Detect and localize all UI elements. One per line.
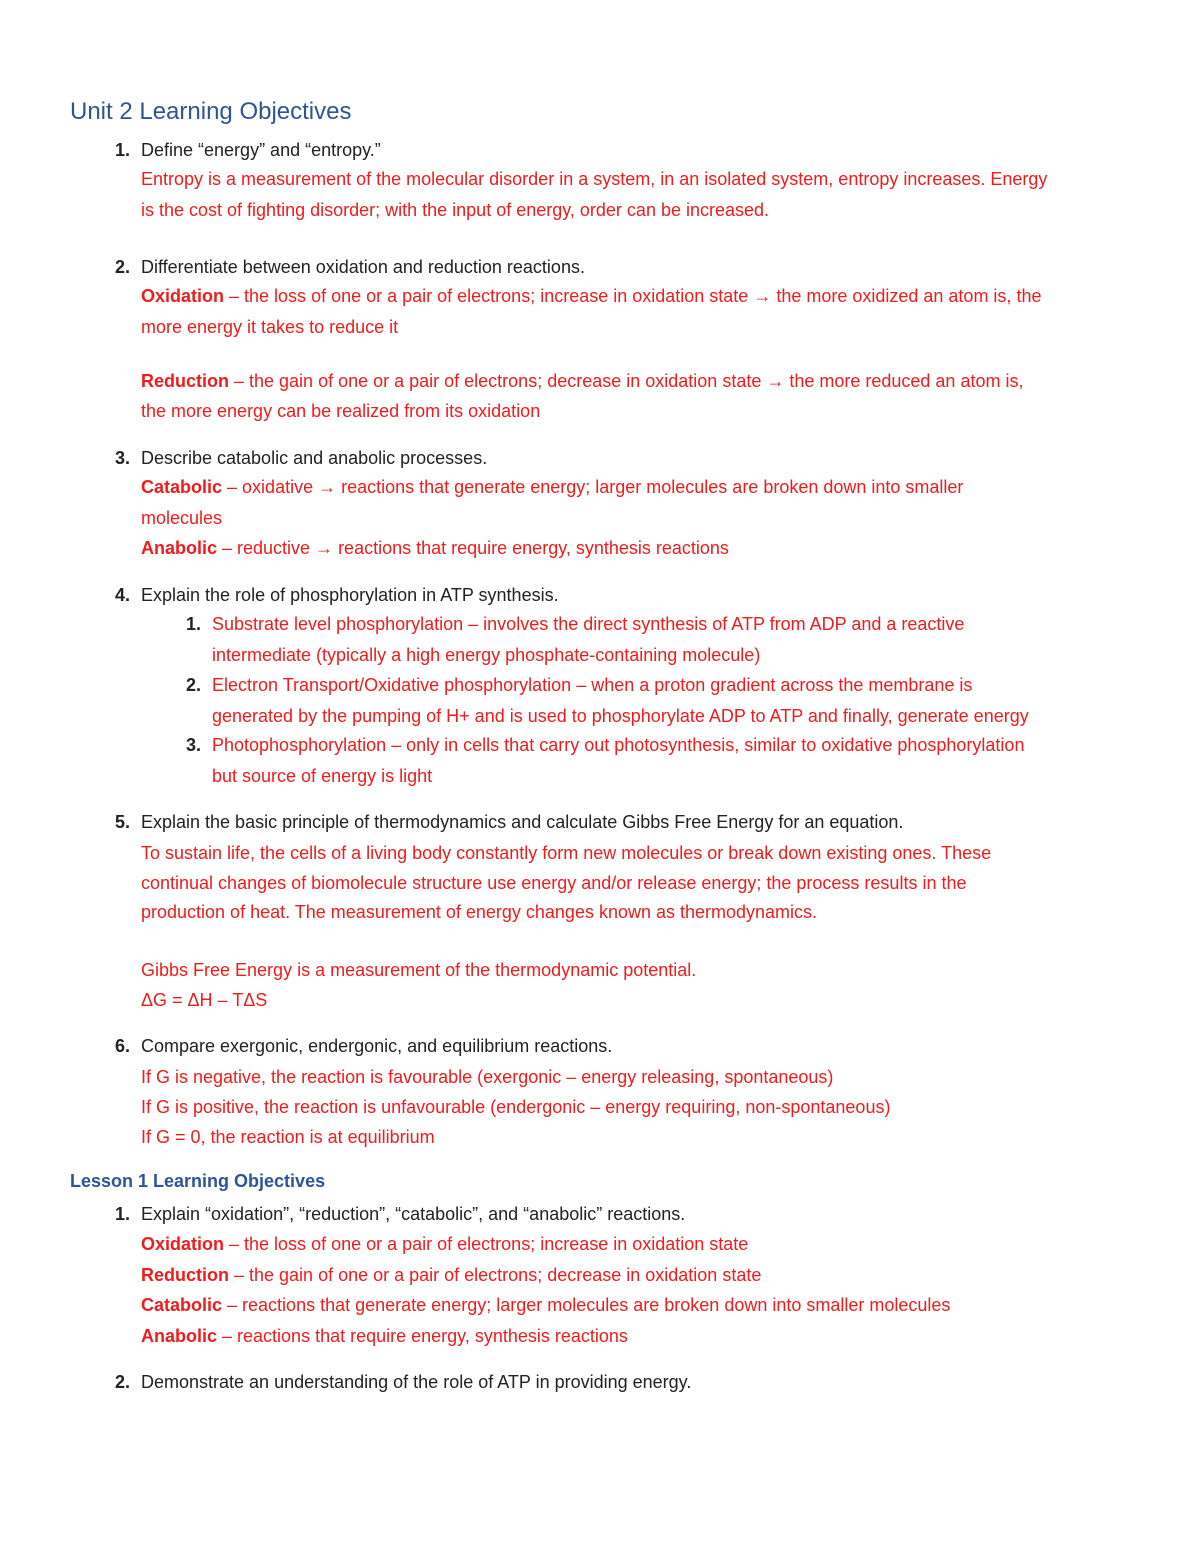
objective-number: 5.	[114, 812, 130, 832]
sub-objective-number: 1.	[185, 614, 201, 634]
objective-prompt: Define “energy” and “entropy.”	[141, 140, 381, 160]
objective-prompt: Explain “oxidation”, “reduction”, “catabolic”, and “anabolic” reactions.	[141, 1204, 686, 1224]
term-oxidation: Oxidation	[141, 286, 225, 306]
answer-line: intermediate (typically a high energy phosphate-containing molecule)	[212, 645, 761, 665]
term-reduction: Reduction	[141, 371, 229, 391]
answer-line	[141, 537, 729, 559]
answer-line: If G = 0, the reaction is at equilibrium	[141, 1127, 435, 1147]
objective-number: 6.	[114, 1036, 130, 1056]
sub-objective-text: Photophosphorylation – only in cells that carry out photosynthesis, similar to oxidative phosphorylation	[212, 735, 1025, 755]
gibbs-equation: ΔG = ΔH – TΔS	[141, 990, 268, 1010]
sub-objective-number: 3.	[185, 735, 201, 755]
definition-text: – reductive → reactions that require energy, synthesis reactions	[217, 538, 729, 558]
definition-text: – oxidative → reactions that generate energy; larger molecules are broken down into smaller	[222, 477, 964, 497]
definition-text: – the loss of one or a pair of electrons; increase in oxidation state → the more oxidized an atom is, the	[224, 286, 1042, 306]
term-catabolic: Catabolic	[141, 1295, 223, 1315]
answer-line: but source of energy is light	[212, 766, 433, 786]
term-anabolic: Anabolic	[141, 538, 218, 558]
objective-number: 2.	[114, 257, 130, 277]
answer-line	[141, 370, 1023, 392]
answer-line: Entropy is a measurement of the molecular disorder in a system, in an isolated system, entropy increases. Energy	[141, 169, 1048, 189]
objective-number: 3.	[114, 448, 130, 468]
definition-text: – reactions that require energy, synthesis reactions	[217, 1326, 628, 1346]
answer-line: production of heat. The measurement of energy changes known as thermodynamics.	[141, 902, 818, 922]
answer-line: generated by the pumping of H+ and is used to phosphorylate ADP to ATP and finally, generate energy	[212, 706, 1029, 726]
answer-line	[141, 1294, 950, 1316]
definition-text: – the gain of one or a pair of electrons; decrease in oxidation state	[229, 1265, 762, 1285]
term-oxidation: Oxidation	[141, 1234, 225, 1254]
answer-line: continual changes of biomolecule structure use energy and/or release energy; the process results in the	[141, 873, 967, 893]
answer-line	[141, 1233, 748, 1255]
section-title: Lesson 1 Learning Objectives	[70, 1171, 326, 1191]
sub-objective-number: 2.	[185, 675, 201, 695]
page-title: Unit 2 Learning Objectives	[70, 98, 352, 125]
definition-text: – the gain of one or a pair of electrons; decrease in oxidation state → the more reduced an atom is,	[229, 371, 1024, 391]
objective-number: 1.	[114, 1204, 130, 1224]
term-reduction: Reduction	[141, 1265, 229, 1285]
answer-line	[141, 285, 1041, 307]
term-catabolic: Catabolic	[141, 477, 223, 497]
sub-objective-text: Electron Transport/Oxidative phosphorylation – when a proton gradient across the membrane is	[212, 675, 973, 695]
objective-number: 1.	[114, 140, 130, 160]
objective-prompt: Explain the role of phosphorylation in ATP synthesis.	[141, 585, 559, 605]
objective-prompt: Demonstrate an understanding of the role of ATP in providing energy.	[141, 1372, 692, 1392]
answer-line: molecules	[141, 508, 223, 528]
definition-text: – reactions that generate energy; larger molecules are broken down into smaller molecules	[222, 1295, 951, 1315]
objective-prompt: Explain the basic principle of thermodynamics and calculate Gibbs Free Energy for an equation.	[141, 812, 904, 832]
objective-number: 4.	[114, 585, 130, 605]
answer-line	[141, 1264, 761, 1286]
answer-line	[141, 1325, 628, 1347]
sub-objective-text: Substrate level phosphorylation – involves the direct synthesis of ATP from ADP and a reactive	[212, 614, 965, 634]
objective-prompt: Differentiate between oxidation and reduction reactions.	[141, 257, 585, 277]
term-anabolic: Anabolic	[141, 1326, 218, 1346]
objective-number: 2.	[114, 1372, 130, 1392]
answer-line: If G is negative, the reaction is favourable (exergonic – energy releasing, spontaneous)	[141, 1067, 834, 1087]
answer-line	[141, 476, 963, 498]
answer-line: the more energy can be realized from its oxidation	[141, 401, 541, 421]
answer-line: If G is positive, the reaction is unfavourable (endergonic – energy requiring, non-spontaneous)	[141, 1097, 891, 1117]
definition-text: – the loss of one or a pair of electrons; increase in oxidation state	[224, 1234, 749, 1254]
answer-line: To sustain life, the cells of a living body constantly form new molecules or break down existing ones. These	[141, 843, 992, 863]
answer-line: Gibbs Free Energy is a measurement of the thermodynamic potential.	[141, 960, 697, 980]
answer-line: more energy it takes to reduce it	[141, 317, 399, 337]
objective-prompt: Describe catabolic and anabolic processes.	[141, 448, 488, 468]
objective-prompt: Compare exergonic, endergonic, and equilibrium reactions.	[141, 1036, 613, 1056]
answer-line: is the cost of fighting disorder; with the input of energy, order can be increased.	[141, 200, 770, 220]
